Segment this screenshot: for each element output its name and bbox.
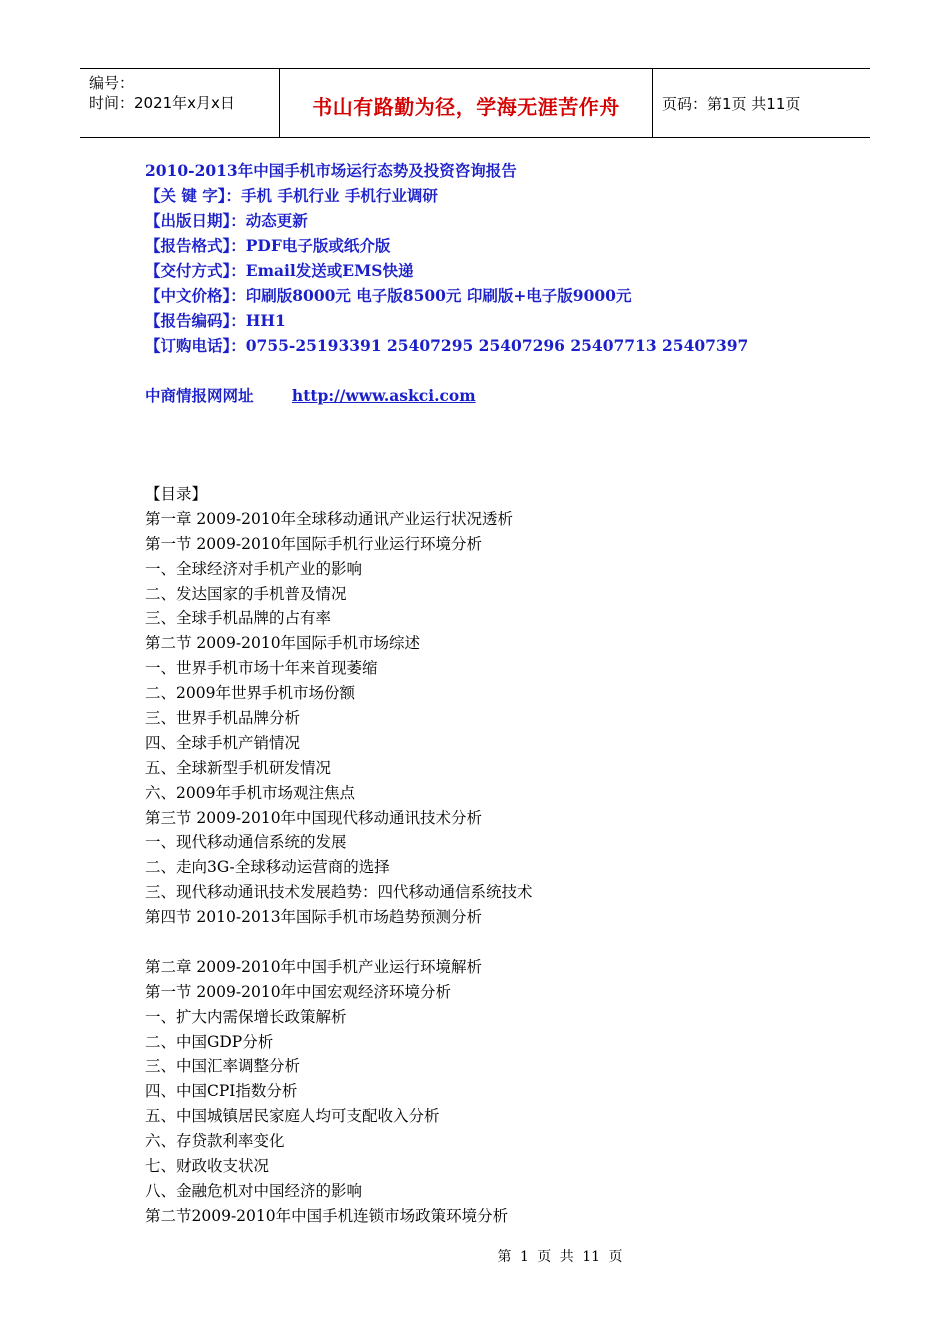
- toc-entry: 一、现代移动通信系统的发展: [145, 833, 347, 852]
- report-delivery: 【交付方式】：Email发送或EMS快递: [145, 261, 414, 280]
- report-price: 【中文价格】：印刷版8000元 电子版8500元 印刷版+电子版9000元: [145, 286, 632, 305]
- toc-group-chapter-2: [145, 955, 845, 1229]
- header-meta: [80, 69, 280, 137]
- report-info: [145, 158, 845, 408]
- toc-entry: 第一章 2009-2010年全球移动通讯产业运行状况透析: [145, 509, 514, 528]
- report-keywords: 【关 键 字】：手机 手机行业 手机行业调研: [145, 186, 438, 205]
- toc-entry: 第二节2009-2010年中国手机连锁市场政策环境分析: [145, 1206, 509, 1225]
- toc-entry: 一、全球经济对手机产业的影响: [145, 559, 363, 578]
- report-phone: 【订购电话】：0755-25193391 25407295 25407296 25407713 25407397: [145, 336, 749, 355]
- report-code: 【报告编码】：HH1: [145, 311, 286, 330]
- toc-entry: 六、存贷款利率变化: [145, 1132, 285, 1151]
- toc-entry: 第二章 2009-2010年中国手机产业运行环境解析: [145, 957, 483, 976]
- toc-entry: 第三节 2009-2010年中国现代移动通讯技术分析: [145, 808, 483, 827]
- report-date: 【出版日期】：动态更新: [145, 211, 308, 230]
- toc-heading: 【目录】: [145, 485, 208, 503]
- site-label: 中商情报网网址: [145, 386, 254, 405]
- number-label: 编号：: [89, 74, 135, 92]
- toc-entry: 八、金融危机对中国经济的影响: [145, 1181, 363, 1200]
- page-footer: 第 1 页 共 11 页: [497, 1249, 623, 1265]
- header-motto: 书山有路勤为径，学海无涯苦作舟: [280, 69, 653, 137]
- site-link[interactable]: http://www.askci.com: [291, 386, 476, 405]
- toc-entry: 三、世界手机品牌分析: [145, 709, 301, 728]
- toc-entry: 三、现代移动通讯技术发展趋势：四代移动通信系统技术: [145, 883, 533, 902]
- toc-entry: 三、全球手机品牌的占有率: [145, 609, 332, 628]
- toc-entry: 二、2009年世界手机市场份额: [145, 684, 355, 703]
- page-header: [80, 68, 870, 138]
- toc-entry: 一、扩大内需保增长政策解析: [145, 1007, 347, 1026]
- toc-entry: 第四节 2010-2013年国际手机市场趋势预测分析: [145, 908, 483, 927]
- toc-entry: 第一节 2009-2010年中国宏观经济环境分析: [145, 982, 452, 1001]
- toc-entry: 第一节 2009-2010年国际手机行业运行环境分析: [145, 534, 483, 553]
- toc-group-chapter-1: [145, 507, 845, 930]
- toc-spacer: [145, 930, 845, 955]
- toc-entry: 第二节 2009-2010年国际手机市场综述: [145, 634, 421, 653]
- toc-entry: 三、中国汇率调整分析: [145, 1057, 301, 1076]
- toc-entry: 五、全球新型手机研发情况: [145, 758, 332, 777]
- toc-entry: 二、走向3G-全球移动运营商的选择: [145, 858, 390, 877]
- site-line: [145, 383, 845, 408]
- toc-entry: 六、2009年手机市场观注焦点: [145, 783, 355, 802]
- time-label: 时间：2021年x月x日: [89, 94, 235, 112]
- toc-entry: 七、财政收支状况: [145, 1157, 270, 1176]
- toc-entry: 五、中国城镇居民家庭人均可支配收入分析: [145, 1107, 440, 1126]
- table-of-contents: [145, 482, 845, 1229]
- toc-entry: 四、中国CPI指数分析: [145, 1082, 298, 1101]
- header-page-info: 页码：第1页 共11页: [662, 94, 801, 113]
- toc-entry: 四、全球手机产销情况: [145, 733, 301, 752]
- toc-entry: 一、世界手机市场十年来首现萎缩: [145, 659, 378, 678]
- report-format: 【报告格式】：PDF电子版或纸介版: [145, 236, 391, 255]
- report-title: 2010-2013年中国手机市场运行态势及投资咨询报告: [145, 161, 517, 180]
- toc-entry: 二、发达国家的手机普及情况: [145, 584, 347, 603]
- toc-entry: 二、中国GDP分析: [145, 1032, 274, 1051]
